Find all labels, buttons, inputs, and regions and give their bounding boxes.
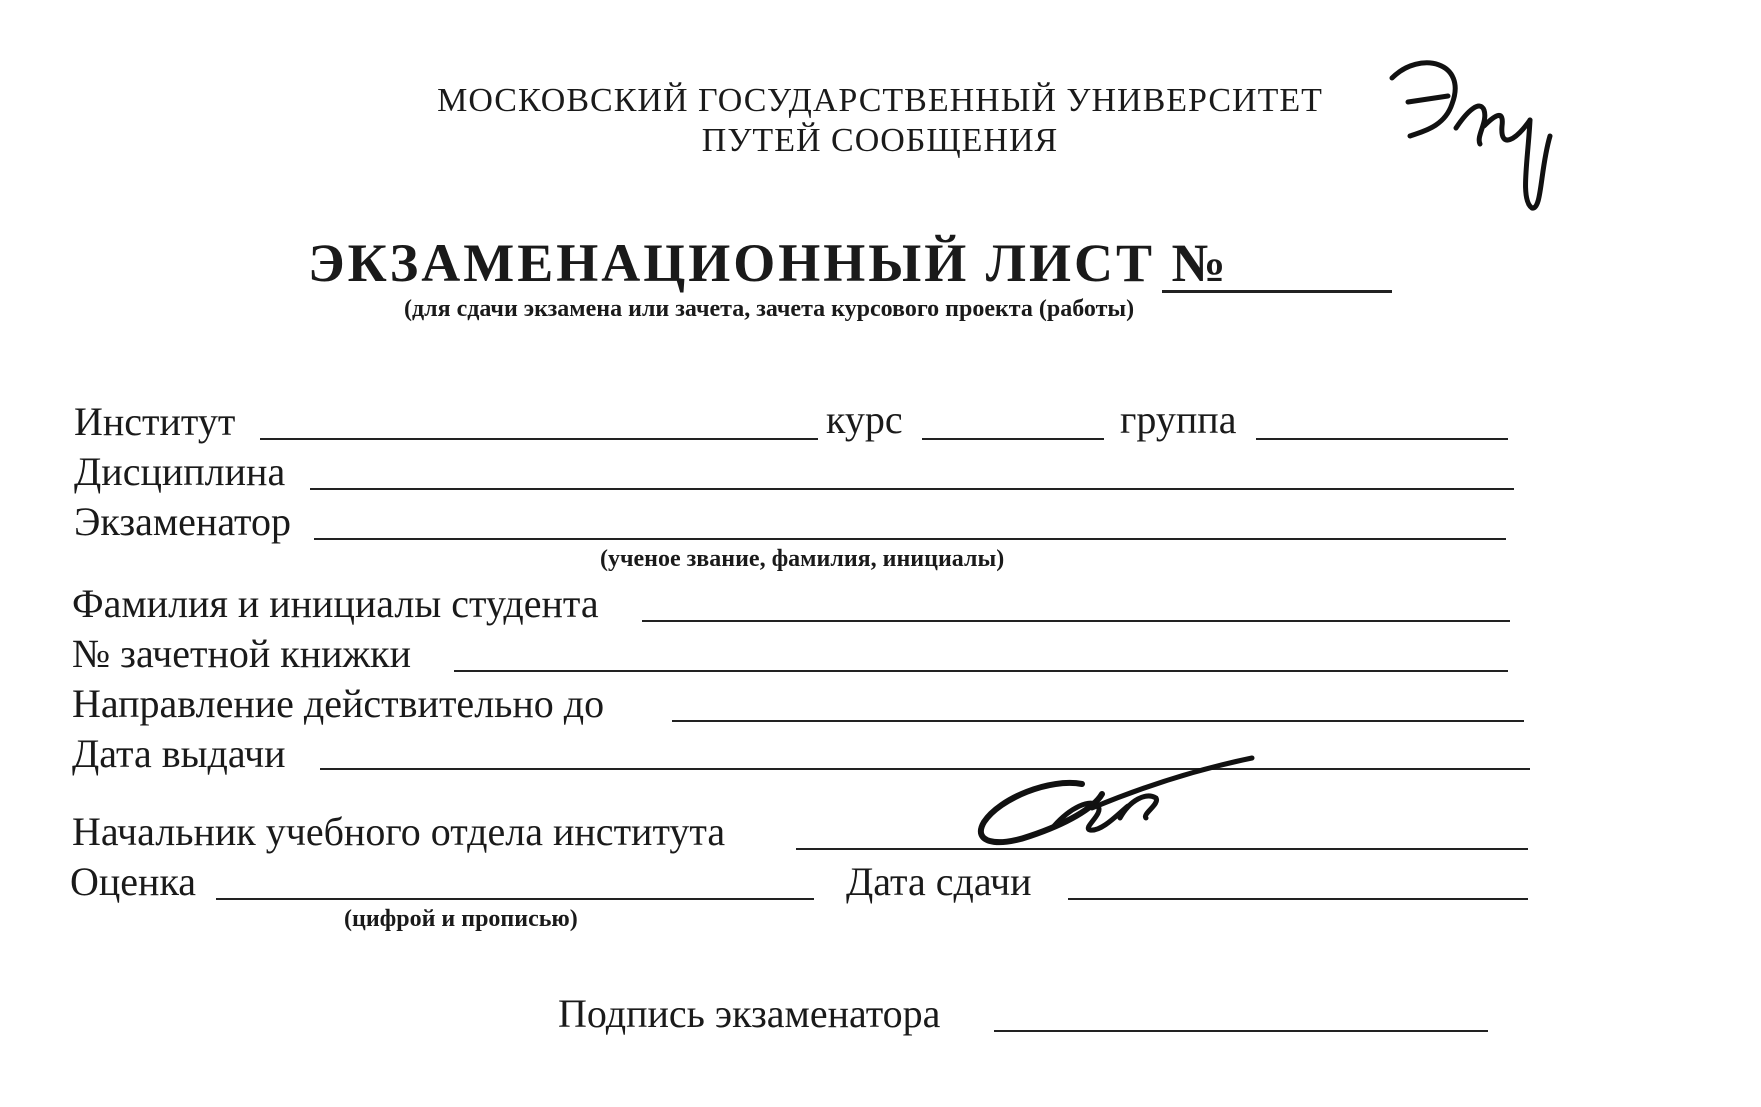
document-title: ЭКЗАМЕНАЦИОННЫЙ ЛИСТ № (308, 233, 1229, 293)
examiner-note: (ученое звание, фамилия, инициалы) (600, 546, 1005, 572)
examiner-field[interactable] (314, 538, 1506, 540)
handwritten-mark (1380, 40, 1580, 240)
university-name-line1: МОСКОВСКИЙ ГОСУДАРСТВЕННЫЙ УНИВЕРСИТЕТ (437, 82, 1323, 119)
submit-date-field[interactable] (1068, 898, 1528, 900)
student-name-label: Фамилия и инициалы студента (72, 581, 599, 626)
record-book-field[interactable] (454, 670, 1508, 672)
discipline-field[interactable] (310, 488, 1514, 490)
handwritten-signature (970, 748, 1260, 858)
course-field[interactable] (922, 438, 1104, 440)
document-subtitle: (для сдачи экзамена или зачета, зачета курсового проекта (работы) (404, 296, 1135, 322)
course-label: курс (826, 397, 903, 442)
record-book-label: № зачетной книжки (72, 631, 412, 676)
grade-note: (цифрой и прописью) (344, 906, 578, 932)
grade-label: Оценка (70, 859, 197, 904)
issue-date-label: Дата выдачи (72, 731, 286, 776)
examiner-signature-label: Подпись экзаменатора (558, 991, 941, 1036)
university-name-line2: ПУТЕЙ СООБЩЕНИЯ (701, 122, 1059, 159)
discipline-label: Дисциплина (74, 449, 286, 494)
sheet-number-field[interactable] (1162, 290, 1392, 293)
submit-date-label: Дата сдачи (846, 859, 1032, 904)
examiner-signature-field[interactable] (994, 1030, 1488, 1032)
valid-until-label: Направление действительно до (72, 681, 605, 726)
institute-label: Институт (74, 399, 236, 444)
grade-field[interactable] (216, 898, 814, 900)
group-label: группа (1120, 397, 1237, 442)
examiner-label: Экзаменатор (74, 499, 292, 544)
group-field[interactable] (1256, 438, 1508, 440)
valid-until-field[interactable] (672, 720, 1524, 722)
head-of-department-label: Начальник учебного отдела института (72, 809, 726, 854)
issue-date-field[interactable] (320, 768, 1530, 770)
student-name-field[interactable] (642, 620, 1510, 622)
institute-field[interactable] (260, 438, 818, 440)
